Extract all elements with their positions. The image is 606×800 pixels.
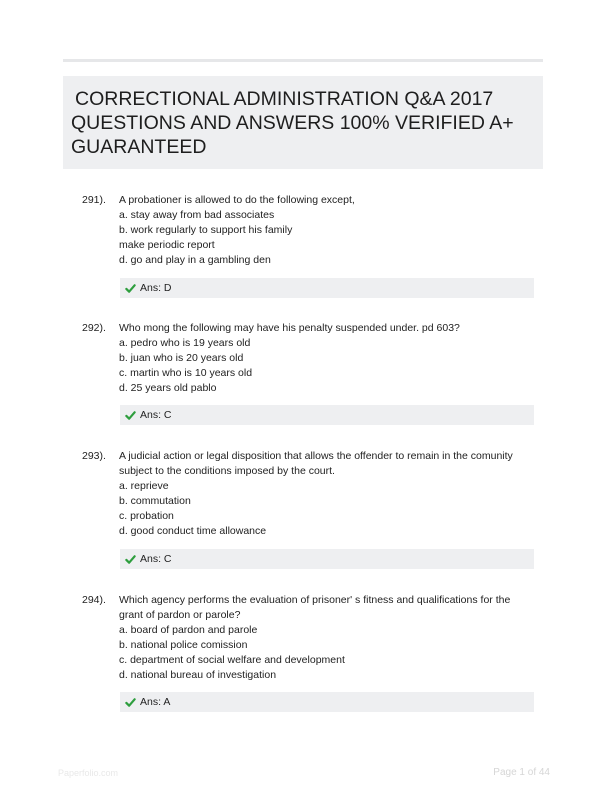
question-body <box>119 193 535 268</box>
page-number: Page 1 of 44 <box>493 767 550 778</box>
checkmark-icon <box>125 697 136 708</box>
option-a: a. board of pardon and parole <box>119 624 258 636</box>
answer-text: Ans: D <box>140 282 172 294</box>
question-text: Who mong the following may have his penalty suspended under. pd 603? <box>119 322 460 334</box>
option-d: d. go and play in a gambling den <box>119 254 271 266</box>
question-number: 292). <box>82 322 106 334</box>
option-b: b. commutation <box>119 495 191 507</box>
option-c: c. probation <box>119 510 174 522</box>
option-b: b. national police comission <box>119 639 248 651</box>
checkmark-icon <box>125 283 136 294</box>
question-number: 291). <box>82 194 106 206</box>
option-a: a. reprieve <box>119 480 169 492</box>
question-body <box>119 321 535 396</box>
question-text: A probationer is allowed to do the following except, <box>119 194 355 206</box>
answer-text: Ans: C <box>140 409 172 421</box>
question-text: Which agency performs the evaluation of prisoner' s fitness and qualifications for the <box>119 594 511 606</box>
document-title-line-3: GUARANTEED <box>71 136 207 158</box>
question-body <box>119 449 535 539</box>
question-text-cont: grant of pardon or parole? <box>119 609 241 621</box>
document-title-box <box>63 76 543 169</box>
checkmark-icon <box>125 410 136 421</box>
document-title-line-2: QUESTIONS AND ANSWERS 100% VERIFIED A+ <box>71 112 514 134</box>
answer-box <box>120 549 534 569</box>
option-a: a. pedro who is 19 years old <box>119 337 251 349</box>
option-c: c. department of social welfare and development <box>119 654 345 666</box>
question-text: A judicial action or legal disposition that allows the offender to remain in the comunity <box>119 450 513 462</box>
question-body <box>119 593 535 683</box>
option-b: b. work regularly to support his family <box>119 224 293 236</box>
answer-box <box>120 405 534 425</box>
option-c: make periodic report <box>119 239 215 251</box>
question-text-cont: subject to the conditions imposed by the court. <box>119 465 335 477</box>
option-d: d. good conduct time allowance <box>119 525 267 537</box>
answer-box <box>120 692 534 712</box>
answer-text: Ans: C <box>140 553 172 565</box>
top-divider <box>63 59 543 62</box>
question-number: 293). <box>82 450 106 462</box>
question-number: 294). <box>82 594 106 606</box>
option-c: c. martin who is 10 years old <box>119 367 253 379</box>
checkmark-icon <box>125 554 136 565</box>
option-b: b. juan who is 20 years old <box>119 352 244 364</box>
option-d: d. 25 years old pablo <box>119 382 217 394</box>
option-a: a. stay away from bad associates <box>119 209 275 221</box>
option-d: d. national bureau of investigation <box>119 669 277 681</box>
answer-text: Ans: A <box>140 696 171 708</box>
footer-watermark: Paperfolio.com <box>58 768 119 778</box>
document-title-line-1: CORRECTIONAL ADMINISTRATION Q&A 2017 <box>75 88 494 110</box>
answer-box <box>120 278 534 298</box>
